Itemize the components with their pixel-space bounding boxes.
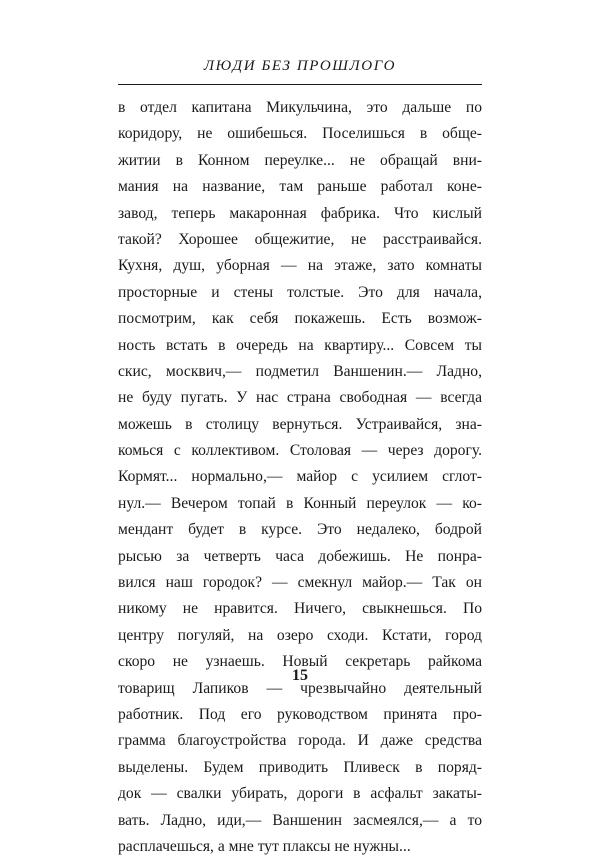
text-line: посмотрим, как себя покажешь. Есть возмож-	[118, 310, 482, 328]
text-line: вать. Ладно, иди,— Ваншенин засмеялся,— а то	[118, 811, 482, 829]
text-line: завод, теперь макаронная фабрика. Что кислый	[118, 204, 482, 222]
body-text	[118, 95, 482, 860]
text-line: вился наш городок? — смекнул майор.— Так он	[118, 574, 482, 592]
text-line: такой? Хорошее общежитие, не расстраивайся.	[118, 230, 482, 248]
text-line: мания на название, там раньше работал коне-	[118, 178, 482, 196]
text-line: ность встать в очередь на квартиру... Совсем ты	[118, 336, 482, 354]
text-line: мендант будет в курсе. Это недалеко, бодрой	[118, 521, 482, 539]
text-line: рысью за четверть часа добежишь. Не понра-	[118, 547, 482, 565]
text-line: никому не нравится. Ничего, свыкнешься. По	[118, 600, 482, 618]
page-number: 15	[292, 667, 308, 684]
text-line: работник. Под его руководством принята про-	[118, 705, 482, 723]
text-line: товарищ Лапиков — чрезвычайно деятельный	[118, 679, 482, 697]
text-line: можешь в столицу вернуться. Устраивайся, зна-	[118, 415, 482, 433]
text-line: житии в Конном переулке... не обращай вни-	[118, 151, 482, 169]
text-line: скоро не узнаешь. Новый секретарь райкома	[118, 653, 482, 671]
text-line: грамма благоустройства города. И даже средства	[118, 732, 482, 750]
text-line: расплачешься, а мне тут плаксы не нужны...	[118, 837, 411, 855]
text-line: док — свалки убирать, дороги в асфальт закаты-	[118, 785, 482, 803]
text-line: центру погуляй, на озеро сходи. Кстати, город	[118, 626, 482, 644]
text-line: не буду пугать. У нас страна свободная — всегда	[118, 389, 482, 407]
text-line: в отдел капитана Микульчина, это дальше по	[118, 99, 482, 116]
text-line: просторные и стены толстые. Это для начала,	[118, 283, 482, 301]
text-line: нул.— Вечером топай в Конный переулок — ко-	[118, 494, 482, 512]
text-line: комься с коллективом. Столовая — через дорогу.	[118, 442, 482, 460]
text-line: коридору, не ошибешься. Поселишься в обще-	[118, 125, 482, 143]
header-rule	[118, 84, 482, 85]
text-line: Кухня, душ, уборная — на этаже, зато комнаты	[118, 257, 482, 275]
running-head: ЛЮДИ БЕЗ ПРОШЛОГО	[203, 58, 397, 74]
text-line: выделены. Будем приводить Пливеск в поряд-	[118, 758, 482, 776]
text-line: Кормят... нормально,— майор с усилием сглот-	[118, 468, 482, 486]
text-line: скис, москвич,— подметил Ваншенин.— Ладно,	[118, 362, 482, 380]
